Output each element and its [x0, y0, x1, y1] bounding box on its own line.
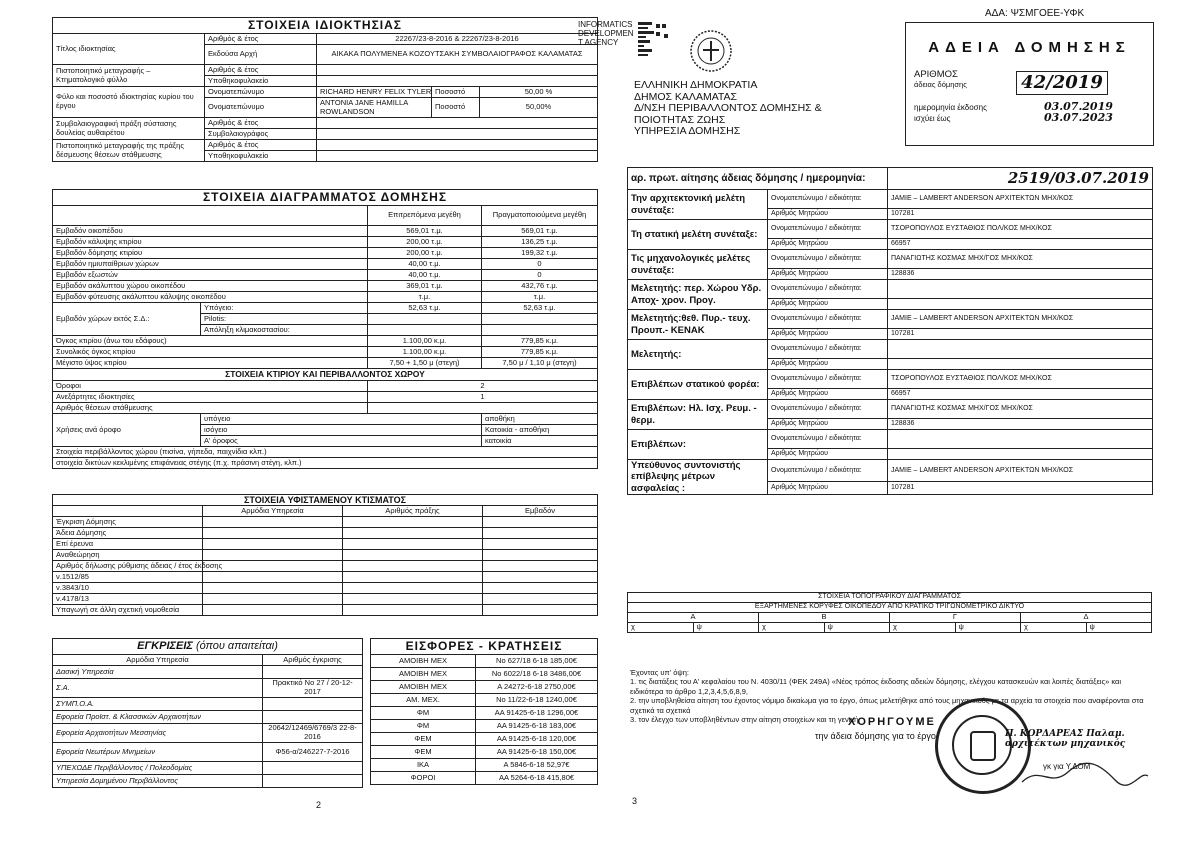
approval-number: Φ56-α/246227-7-2016: [263, 743, 363, 762]
signature-text: Π. ΚΟΡΔΑΡΕΑΣ Παλαμ. αρχιτέκτων μηχανικός: [1005, 729, 1126, 750]
existing-col-number: Αριθμός πράξης: [343, 506, 483, 517]
engineer-role-label: Μελετητής:θεθ. Πυρ.- τευχ. Προυπ.- ΚΕΝΑΚ: [628, 310, 768, 340]
engineer-role-label: Επιβλέπων στατικού φορέα:: [628, 370, 768, 400]
engineers-table: [627, 167, 1153, 495]
use-floor-1: υπόγειο: [201, 414, 482, 425]
diagram-table: [52, 189, 598, 469]
diagram-title: ΣΤΟΙΧΕΙΑ ΔΙΑΓΡΑΜΜΑΤΟΣ ΔΟΜΗΣΗΣ: [53, 190, 598, 206]
diagram-row-realized: 569,01 τ.μ.: [482, 226, 598, 237]
owner-1: RICHARD HENRY FELIX TYLER: [317, 87, 432, 98]
fee-value: Α 5846-6-18 52,97€: [476, 759, 598, 772]
fee-label: ΑΜΟΙΒΗ ΜΕΧ: [371, 681, 476, 694]
engineer-role-label: Μελετητής:: [628, 340, 768, 370]
volume-row-realized: 779,85 κ.μ.: [482, 347, 598, 358]
diagram-row-realized: 136,25 τ.μ.: [482, 237, 598, 248]
volume-row-label: Όγκος κτιρίου (άνω του εδάφους): [53, 336, 368, 347]
percent-1: 50,00 %: [480, 87, 598, 98]
engineer-reg-label: Αριθμός Μητρώου: [768, 209, 888, 220]
topo-sub-1: χ: [628, 623, 694, 633]
fee-label: ΦΜ: [371, 707, 476, 720]
outer-realized-3: [482, 325, 598, 336]
approval-number: [263, 666, 363, 679]
fees-table: [370, 638, 598, 785]
permit-box: [905, 22, 1154, 146]
engineer-reg-number: 107281: [888, 482, 1153, 495]
diagram-row-allowed: 369,01 τ.μ.: [368, 281, 482, 292]
diagram-row-realized: 432,76 τ.μ.: [482, 281, 598, 292]
issuer-block: [634, 80, 834, 138]
value-date-no: 22267/23-8-2016 & 22267/23-8-2016: [317, 34, 598, 45]
topo-point-a: Α: [628, 613, 759, 623]
outer-sub-3: Απόληξη κλιμακοστασίου:: [201, 325, 368, 336]
engineer-reg-label: Αριθμός Μητρώου: [768, 239, 888, 250]
label-title-deed: Τίτλος ιδιοκτησίας: [53, 34, 205, 65]
page-number-left: 2: [316, 800, 322, 810]
label-percent-2: Ποσοστό: [432, 98, 480, 118]
use-value-2: Κατοικία - αποθήκη: [482, 425, 598, 436]
existing-row-label: Έγκριση Δόμησης: [53, 517, 203, 528]
considering-label: Έχοντας υπ' όψη:: [630, 668, 689, 677]
engineer-name-label: Ονοματεπώνυμο / ειδικότητα:: [768, 310, 888, 329]
units-label: Ανεξάρτητες ιδιοκτησίες: [53, 392, 368, 403]
diagram-row-allowed: τ.μ.: [368, 292, 482, 303]
engineer-reg-label: Αριθμός Μητρώου: [768, 419, 888, 430]
engineer-role-label: Τη στατική μελέτη συνέταξε:: [628, 220, 768, 250]
topo-sub-5: χ: [890, 623, 956, 633]
approvals-title-cell: [53, 639, 363, 655]
topo-sub-3: χ: [759, 623, 825, 633]
engineer-name: ΠΑΝΑΓΙΩΤΗΣ ΚΟΣΜΑΣ ΜΗΧ/ΓΟΣ ΜΗΧ/ΚΟΣ: [888, 400, 1153, 419]
topo-point-d: Δ: [1021, 613, 1152, 623]
label-owner-name-2: Ονοματεπώνυμο: [205, 98, 317, 118]
engineer-reg-number: [888, 359, 1153, 370]
diagram-row-label: Εμβαδόν ημιυπαίθριων χώρων: [53, 259, 368, 270]
topo-point-c: Γ: [890, 613, 1021, 623]
fee-value: ΑΑ 91425-6-18 150,00€: [476, 746, 598, 759]
engineer-name: ΠΑΝΑΓΙΩΤΗΣ ΚΟΣΜΑΣ ΜΗΧ/ΓΟΣ ΜΗΧ/ΚΟΣ: [888, 250, 1153, 269]
env-note-1: Στοιχεία περιβάλλοντος χώρου (πισίνα, γήπεδα, παιχνίδια κλπ.): [53, 447, 598, 458]
approvals-table: [52, 638, 363, 788]
engineer-name: ΤΣΟΡΟΠΟΥΛΟΣ ΕΥΣΤΑΘΙΟΣ ΠΟΛ/ΚΟΣ ΜΗΧ/ΚΟΣ: [888, 370, 1153, 389]
considering-line-2: 2. την υποβληθείσα αίτηση του έχοντος νόμιμο δικαίωμα για το έργο, όπως μελετήθηκε από τους μηχανικούς με τα αρχεία τα στοιχεία που αναφέρονται στα σχετικά τα σχετικά: [630, 696, 1144, 715]
outer-sub-2: Pilotis:: [201, 314, 368, 325]
diagram-row-allowed: 40,00 τ.μ.: [368, 270, 482, 281]
topo-title-2: ΕΞΑΡΤΗΜΕΝΕΣ ΚΟΡΥΦΕΣ ΟΙΚΟΠΕΔΟΥ ΑΠΟ ΚΡΑΤΙΚΟ ΤΡΙΓΩΝΟΜΕΤΡΙΚΟ ΔΙΚΤΥΟ: [628, 603, 1152, 613]
fee-value: ΑΑ 91425-6-18 1296,00€: [476, 707, 598, 720]
engineer-reg-label: Αριθμός Μητρώου: [768, 389, 888, 400]
engineer-role-label: Τις μηχανολογικές μελέτες συνέταξε:: [628, 250, 768, 280]
approvals-title: ΕΓΚΡΙΣΕΙΣ: [137, 640, 193, 653]
engineer-reg-number: 66957: [888, 389, 1153, 400]
engineer-role-label: Επιβλέπων:: [628, 430, 768, 460]
label-registration: Πιστοποιητικό μεταγραφής – Κτηματολογικό φύλλο: [53, 65, 205, 87]
existing-row-label: Υπαγωγή σε άλλη σχετική νομοθεσία: [53, 605, 203, 616]
floors-value: 2: [368, 381, 598, 392]
volume-row-realized: 7,50 μ / 1,10 μ (στεγη): [482, 358, 598, 369]
approval-service: Εφορεία Νεωτέρων Μνημείων: [53, 743, 263, 762]
fee-value: ΑΑ 5264-6-18 415,80€: [476, 772, 598, 785]
approval-number: [263, 698, 363, 711]
ada-code: ΑΔΑ: ΨΣΜΓΟΕΕ-ΥΦΚ: [985, 8, 1085, 19]
use-floor-3: Α' όροφος: [201, 436, 482, 447]
engineer-role-label: Την αρχιτεκτονική μελέτη συνέταξε:: [628, 190, 768, 220]
permit-title: ΑΔΕΙΑ ΔΟΜΗΣΗΣ: [928, 39, 1131, 56]
engineer-reg-number: 66957: [888, 239, 1153, 250]
existing-col-area: Εμβαδόν: [483, 506, 598, 517]
valid-until: 03.07.2023: [1044, 111, 1113, 124]
engineer-name: [888, 430, 1153, 449]
outer-realized-1: 52,63 τ.μ.: [482, 303, 598, 314]
volume-row-allowed: 7,50 + 1,50 μ (στεγη): [368, 358, 482, 369]
outer-sub-1: Υπόγειο:: [201, 303, 368, 314]
use-floor-2: ισόγειο: [201, 425, 482, 436]
approval-number: Πρακτικό Νο 27 / 20-12-2017: [263, 679, 363, 698]
diagram-row-label: Εμβαδόν κάλυψης κτιρίου: [53, 237, 368, 248]
topo-sub-6: ψ: [955, 623, 1021, 633]
approval-service: Σ.Α.: [53, 679, 263, 698]
label-permit-number-2: άδειας δόμησης: [914, 80, 967, 89]
engineer-name-label: Ονοματεπώνυμο / ειδικότητα:: [768, 460, 888, 482]
approval-number: [263, 711, 363, 724]
outer-allowed-3: [368, 325, 482, 336]
ownership-table: [52, 17, 598, 162]
diagram-row-realized: 199,32 τ.μ.: [482, 248, 598, 259]
approval-service: ΥΠΕΧΩΔΕ Περιβάλλοντος / Πολεοδομίας: [53, 762, 263, 775]
signature-text-2: γκ για Υ.ΔΟΜ: [1043, 762, 1091, 771]
parking-value: [368, 403, 598, 414]
label-notary: Συμβολαιογράφος: [205, 129, 317, 140]
label-valid-until: ισχύει έως: [914, 114, 951, 123]
diagram-row-label: Εμβαδόν εξωστών: [53, 270, 368, 281]
label-cert-no: Αριθμός & έτος: [205, 140, 317, 151]
floors-label: Όροφοι: [53, 381, 368, 392]
volume-row-allowed: 1.100,00 κ.μ.: [368, 336, 482, 347]
diagram-row-realized: 0: [482, 259, 598, 270]
volume-row-label: Συνολικός όγκος κτιρίου: [53, 347, 368, 358]
fee-label: ΑΜ. ΜΕΧ.: [371, 694, 476, 707]
diagram-row-label: Εμβαδόν ακάλυπτου χώρου οικοπέδου: [53, 281, 368, 292]
signature-icon: [1020, 760, 1150, 790]
outer-allowed-1: 52,63 τ.μ.: [368, 303, 482, 314]
use-label: Χρήσεις ανά όροφο: [53, 414, 201, 447]
engineer-reg-number: 128836: [888, 269, 1153, 280]
grant-label: ΧΟΡΗΓΟΥΜΕ: [848, 716, 936, 728]
engineer-reg-label: Αριθμός Μητρώου: [768, 299, 888, 310]
label-date-no: Αριθμός & έτος: [205, 34, 317, 45]
diagram-row-label: Εμβαδόν οικοπέδου: [53, 226, 368, 237]
directorate-label: Δ/ΝΣΗ ΠΕΡΙΒΑΛΛΟΝΤΟΣ ΔΟΜΗΣΗΣ & ΠΟΙΟΤΗΤΑΣ ΖΩΗΣ: [634, 102, 822, 126]
application-label: αρ. πρωτ. αίτησης άδειας δόμησης / ημερομηνία:: [628, 168, 888, 190]
engineer-name-label: Ονοματεπώνυμο / ειδικότητα:: [768, 370, 888, 389]
engineer-reg-label: Αριθμός Μητρώου: [768, 449, 888, 460]
topo-sub-8: ψ: [1086, 623, 1152, 633]
engineer-reg-number: 128836: [888, 419, 1153, 430]
topo-point-b: Β: [759, 613, 890, 623]
outer-realized-2: [482, 314, 598, 325]
label-percent: Ποσοστό: [432, 87, 480, 98]
existing-row-label: Επί έρευνα: [53, 539, 203, 550]
label-owner: Φύλο και ποσοστό ιδιοκτησίας κυρίου του έργου: [53, 87, 205, 118]
approval-number: [263, 762, 363, 775]
engineer-name: JAMIE – LAMBERT ANDERSON ΑΡΧΙΤΕΚΤΩΝ ΜΗΧ/ΚΟΣ: [888, 310, 1153, 329]
engineer-name: ΤΣΟΡΟΠΟΥΛΟΣ ΕΥΣΤΑΘΙΟΣ ΠΟΛ/ΚΟΣ ΜΗΧ/ΚΟΣ: [888, 220, 1153, 239]
volume-row-allowed: 1.100,00 κ.μ.: [368, 347, 482, 358]
existing-title: ΣΤΟΙΧΕΙΑ ΥΦΙΣΤΑΜΕΝΟΥ ΚΤΙΣΜΑΤΟΣ: [53, 495, 598, 506]
engineer-reg-number: 107281: [888, 209, 1153, 220]
fees-title: ΕΙΣΦΟΡΕΣ - ΚΡΑΤΗΣΕΙΣ: [371, 639, 598, 655]
approval-service: ΣΥΜΠ.Ο.Α.: [53, 698, 263, 711]
fee-value: ΑΑ 91425-6-18 120,00€: [476, 733, 598, 746]
fee-label: ΑΜΟΙΒΗ ΜΕΧ: [371, 655, 476, 668]
service-label: ΥΠΗΡΕΣΙΑ ΔΟΜΗΣΗΣ: [634, 125, 741, 138]
approval-service: Εφορεία Προϊστ. & Κλασσικών Αρχαιοτήτων: [53, 711, 263, 724]
engineer-reg-number: [888, 449, 1153, 460]
barcode-icon: [636, 20, 676, 60]
existing-row-label: Αριθμός δήλωσης ρύθμισης άδειας / έτος έκδοσης: [53, 561, 203, 572]
engineer-name-label: Ονοματεπώνυμο / ειδικότητα:: [768, 400, 888, 419]
fee-value: Νο 11/22-6-18 1240,00€: [476, 694, 598, 707]
approval-service: Δασική Υπηρεσία: [53, 666, 263, 679]
env-title: ΣΤΟΙΧΕΙΑ ΚΤΙΡΙΟΥ ΚΑΙ ΠΕΡΙΒΑΛΛΟΝΤΟΣ ΧΩΡΟΥ: [53, 369, 598, 381]
diagram-row-allowed: 200,00 τ.μ.: [368, 237, 482, 248]
fee-label: ΦΕΜ: [371, 746, 476, 759]
existing-table: [52, 494, 598, 616]
topo-sub-7: χ: [1021, 623, 1087, 633]
engineer-name-label: Ονοματεπώνυμο / ειδικότητα:: [768, 430, 888, 449]
topo-sub-2: ψ: [693, 623, 759, 633]
grant-text: την άδεια δόμησης για το έργο: [815, 731, 936, 741]
application-value: 2519/03.07.2019: [888, 168, 1153, 190]
value-authority: ΑΙΚΑΚΑ ΠΟΛΥΜΕΝΕΑ ΚΟΖΟΥΤΣΑΚΗ ΣΥΜΒΟΛΑΙΟΓΡΑΦΟΣ ΚΑΛΑΜΑΤΑΣ: [317, 45, 598, 65]
fee-value: Α 24272-6-18 2750,00€: [476, 681, 598, 694]
label-cert-mortgage: Υποθηκοφυλακείο: [205, 151, 317, 162]
env-note-2: στοιχεία δικτύων κεκλιμένης επιφάνειας στέγης (π.χ. πράσινη στέγη, κλπ.): [53, 458, 598, 469]
engineer-role-label: Επιβλέπων: Ηλ. Ισχ. Ρευμ. - θερμ.: [628, 400, 768, 430]
topo-table: [627, 592, 1152, 633]
topo-title-1: ΣΤΟΙΧΕΙΑ ΤΟΠΟΓΡΑΦΙΚΟΥ ΔΙΑΓΡΑΜΜΑΤΟΣ: [628, 593, 1152, 603]
parking-label: Αριθμός θέσεων στάθμευσης: [53, 403, 368, 414]
fee-value: Νο 627/18 6-18 185,00€: [476, 655, 598, 668]
engineer-reg-number: [888, 299, 1153, 310]
approval-service: Υπηρεσία Δομημένου Περιβάλλοντος: [53, 775, 263, 788]
label-contract-no: Αριθμός & έτος: [205, 118, 317, 129]
engineer-reg-number: 107281: [888, 329, 1153, 340]
volume-row-realized: 779,85 κ.μ.: [482, 336, 598, 347]
fee-label: ΦΜ: [371, 720, 476, 733]
owner-2: ANTONIA JANE HAMILLA ROWLANDSON: [317, 98, 432, 118]
engineer-reg-label: Αριθμός Μητρώου: [768, 329, 888, 340]
label-issue-date: ημερομηνία έκδοσης: [914, 103, 987, 112]
label-contract: Συμβολαιογραφική πράξη σύστασης δουλείας αυθαιρέτου: [53, 118, 205, 140]
label-reg-no: Αριθμός & έτος: [205, 65, 317, 76]
units-value: 1: [368, 392, 598, 403]
engineer-name-label: Ονοματεπώνυμο / ειδικότητα:: [768, 340, 888, 359]
informatics-agency: INFORMATICS DEVELOPMEN T AGENCY: [578, 20, 634, 48]
issue-date: 03.07.2019: [1044, 100, 1113, 113]
engineer-role-label: Υπεύθυνος συντονιστής επίβλεψης μέτρων ασφαλείας :: [628, 460, 768, 495]
fee-label: ΙΚΑ: [371, 759, 476, 772]
label-cert: Πιστοποιητικό μεταγραφής της πράξης δέσμευσης θέσεων στάθμευσης: [53, 140, 205, 162]
municipality-label: ΔΗΜΟΣ ΚΑΛΑΜΑΤΑΣ: [634, 90, 738, 103]
diagram-row-allowed: 40,00 τ.μ.: [368, 259, 482, 270]
diagram-row-allowed: 200,00 τ.μ.: [368, 248, 482, 259]
existing-col-service: Αρμόδια Υπηρεσία: [203, 506, 343, 517]
engineer-name: JAMIE – LAMBERT ANDERSON ΑΡΧΙΤΕΚΤΩΝ ΜΗΧ/ΚΟΣ: [888, 460, 1153, 482]
label-permit-number: ΑΡΙΘΜΟΣ: [914, 69, 958, 80]
engineer-name-label: Ονοματεπώνυμο / ειδικότητα:: [768, 280, 888, 299]
percent-2: 50,00%: [480, 98, 598, 118]
existing-row-label: ν.1512/85: [53, 572, 203, 583]
permit-number: 42/2019: [1016, 71, 1108, 95]
fee-label: ΑΜΟΙΒΗ ΜΕΧ: [371, 668, 476, 681]
existing-row-label: Αναθεώρηση: [53, 550, 203, 561]
existing-row-label: ν.4178/13: [53, 594, 203, 605]
republic-label: ΕΛΛΗΝΙΚΗ ΔΗΜΟΚΡΑΤΙΑ: [634, 79, 758, 91]
ownership-title: ΣΤΟΙΧΕΙΑ ΙΔΙΟΚΤΗΣΙΑΣ: [53, 18, 598, 34]
engineer-reg-label: Αριθμός Μητρώου: [768, 269, 888, 280]
diagram-row-allowed: 569,01 τ.μ.: [368, 226, 482, 237]
engineer-name-label: Ονοματεπώνυμο / ειδικότητα:: [768, 220, 888, 239]
approvals-title-note: (όπου απαιτείται): [195, 640, 278, 653]
diagram-row-label: Εμβαδόν δόμησης κτιρίου: [53, 248, 368, 259]
approval-service: Εφορεία Αρχαιοτήτων Μεσσηνίας: [53, 724, 263, 743]
volume-row-label: Μέγιστο ύψος κτιρίου: [53, 358, 368, 369]
approvals-col-service: Αρμόδια Υπηρεσία: [53, 655, 263, 666]
engineer-name-label: Ονοματεπώνυμο / ειδικότητα:: [768, 190, 888, 209]
engineer-name: JAMIE – LAMBERT ANDERSON ΑΡΧΙΤΕΚΤΩΝ ΜΗΧ/ΚΟΣ: [888, 190, 1153, 209]
diagram-row-realized: 0: [482, 270, 598, 281]
fee-value: ΑΑ 91425-6-18 183,00€: [476, 720, 598, 733]
use-value-3: κατοικία: [482, 436, 598, 447]
outer-label: Εμβαδόν χώρων εκτός Σ.Δ.:: [53, 303, 201, 336]
engineer-role-label: Μελετητής: περ. Χώρου Υδρ. Αποχ- χρον. Προγ.: [628, 280, 768, 310]
approval-number: 20642/12469/6769/3 22-8-2016: [263, 724, 363, 743]
use-value-1: αποθήκη: [482, 414, 598, 425]
page-number-right: 3: [632, 796, 638, 806]
outer-allowed-2: [368, 314, 482, 325]
engineer-name-label: Ονοματεπώνυμο / ειδικότητα:: [768, 250, 888, 269]
engineer-name: [888, 280, 1153, 299]
label-mortgage: Υποθηκοφυλακείο: [205, 76, 317, 87]
existing-row-label: Άδεια Δόμησης: [53, 528, 203, 539]
diagram-row-realized: τ.μ.: [482, 292, 598, 303]
greek-emblem-icon: [688, 28, 734, 74]
considering-line-3: 3. τον έλεγχο των υποβληθέντων στην αίτηση στοιχείων και τη γενική: [630, 714, 859, 724]
fee-value: Νο 6022/18 6-18 3486,00€: [476, 668, 598, 681]
engineer-name: [888, 340, 1153, 359]
fee-label: ΦΕΜ: [371, 733, 476, 746]
col-allowed: Επιτρεπόμενα μεγέθη: [368, 206, 482, 226]
engineer-reg-label: Αριθμός Μητρώου: [768, 482, 888, 495]
existing-row-label: ν.3843/10: [53, 583, 203, 594]
col-realized: Πραγματοποιούμενα μεγέθη: [482, 206, 598, 226]
approval-number: [263, 775, 363, 788]
considering-line-1: 1. τις διατάξεις του Α' κεφαλαίου του Ν. 4030/11 (ΦΕΚ 249Α) «Νέος τρόπος έκδοσης αδειών δόμησης, ελέγχου κατασκευών και λοιπές διατάξεις» και ειδικότερα το άρθρο 1,2,3,4,5,6,8,9,: [630, 677, 1121, 696]
topo-sub-4: ψ: [824, 623, 890, 633]
fee-label: ΦΟΡΟΙ: [371, 772, 476, 785]
approvals-col-number: Αριθμός έγκρισης: [263, 655, 363, 666]
diagram-row-label: Εμβαδόν φύτευσης ακάλυπτου κάλυψης οικοπέδου: [53, 292, 368, 303]
label-authority: Εκδούσα Αρχή: [205, 45, 317, 65]
label-owner-name: Ονοματεπώνυμο: [205, 87, 317, 98]
engineer-reg-label: Αριθμός Μητρώου: [768, 359, 888, 370]
